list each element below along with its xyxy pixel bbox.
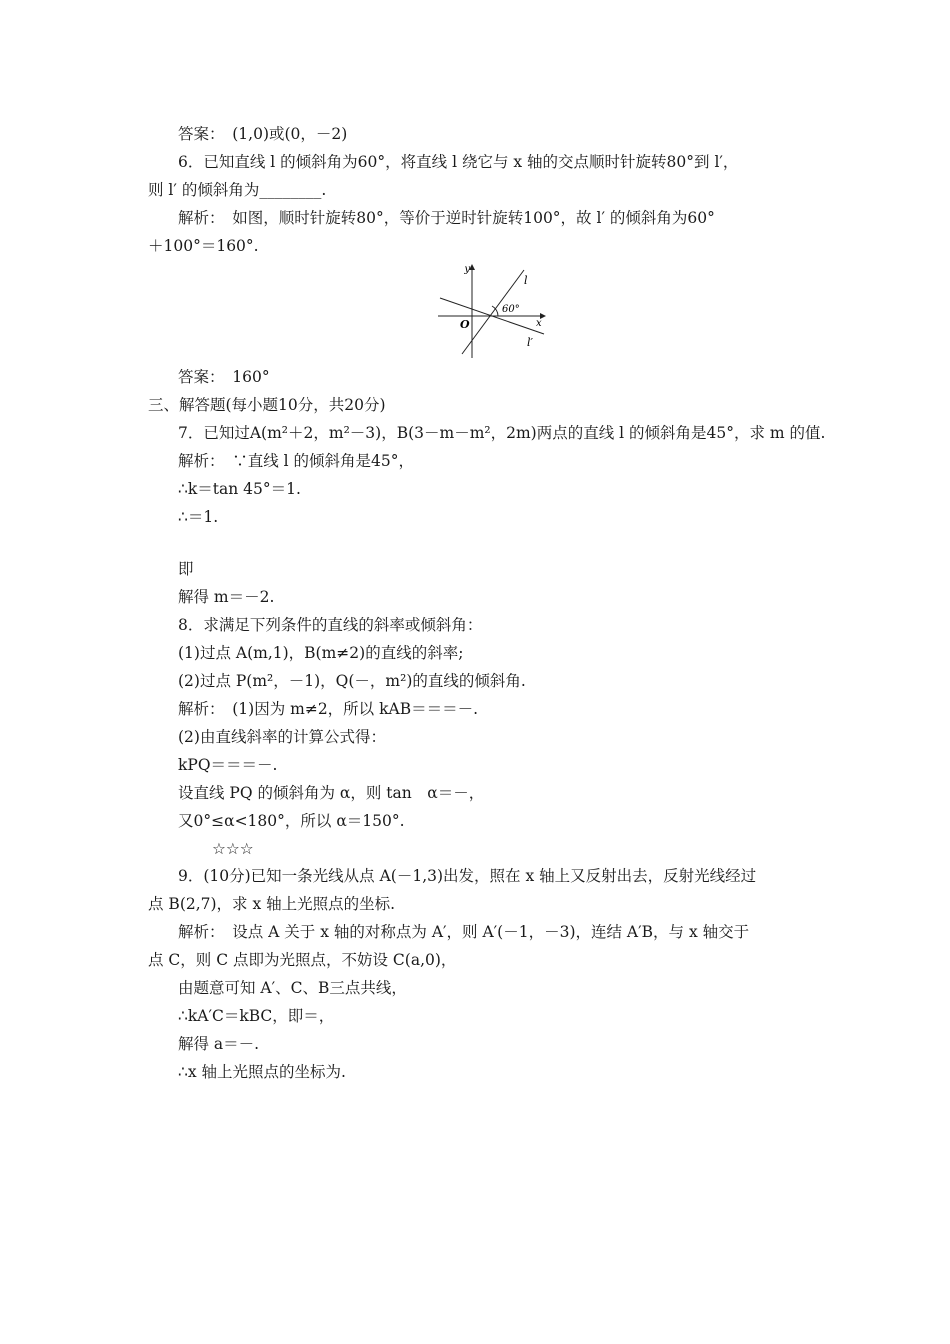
- angle-label: 60°: [502, 304, 520, 315]
- solution-8-line-5: 又0°≤α<180°，所以 α＝150°.: [178, 812, 405, 830]
- question-9-line-2: 点 B(2,7)，求 x 轴上光照点的坐标.: [148, 895, 396, 913]
- question-9-line-1: 9．(10分)已知一条光线从点 A(－1,3)出发，照在 x 轴上又反射出去，反射光线经过: [178, 867, 757, 885]
- solution-8-line-2: (2)由直线斜率的计算公式得：: [178, 728, 386, 746]
- line-l-label: l: [524, 274, 528, 287]
- origin-label: O: [460, 318, 470, 331]
- solution-9-line-5: 解得 a＝－.: [178, 1035, 260, 1053]
- question-6-line-2: 则 l′ 的倾斜角为________.: [148, 181, 327, 199]
- solution-7-line-3: ∴＝1.: [178, 508, 219, 526]
- answer-6: 答案： 160°: [178, 368, 270, 386]
- solution-8-line-3: kPQ＝＝＝－.: [178, 756, 278, 774]
- solution-8-line-4: 设直线 PQ 的倾斜角为 α，则 tan α＝－，: [178, 784, 485, 802]
- solution-9-line-3: 由题意可知 A′、C、B三点共线，: [178, 979, 407, 997]
- solution-8-line-1: 解析： (1)因为 m≠2，所以 kAB＝＝＝－.: [178, 700, 479, 718]
- solution-7-line-5: 解得 m＝－2.: [178, 588, 275, 606]
- solution-6-line-1: 解析： 如图，顺时针旋转80°，等价于逆时针旋转100°，故 l′ 的倾斜角为60°: [178, 209, 715, 227]
- solution-9-line-4: ∴kA′C＝kBC，即＝，: [178, 1007, 335, 1025]
- section-heading-3: 三、解答题(每小题10分，共20分): [148, 396, 386, 414]
- angle-arc: [492, 306, 498, 316]
- x-axis-label: x: [536, 318, 542, 329]
- solution-9-line-6: ∴x 轴上光照点的坐标为.: [178, 1063, 346, 1081]
- solution-7-line-1: 解析： ∵直线 l 的倾斜角是45°，: [178, 452, 415, 470]
- answer-5: 答案： (1,0)或(0，－2): [178, 125, 348, 143]
- rotation-figure: [432, 262, 552, 362]
- question-8-part-1: (1)过点 A(m,1)，B(m≠2)的直线的斜率;: [178, 644, 464, 662]
- question-8: 8．求满足下列条件的直线的斜率或倾斜角：: [178, 616, 483, 634]
- y-axis-label: y: [464, 264, 470, 275]
- star-divider: ☆☆☆: [212, 840, 254, 858]
- solution-9-line-1: 解析： 设点 A 关于 x 轴的对称点为 A′，则 A′(－1，－3)，连结 A′B，与 x 轴交于: [178, 923, 750, 941]
- line-l-prime-label: l′: [527, 336, 534, 349]
- solution-9-line-2: 点 C，则 C 点即为光照点，不妨设 C(a,0)，: [148, 951, 457, 969]
- question-6-line-1: 6．已知直线 l 的倾斜角为60°，将直线 l 绕它与 x 轴的交点顺时针旋转80°到 l′，: [178, 153, 739, 171]
- question-7: 7．已知过A(m²＋2，m²－3)，B(3－m－m²，2m)两点的直线 l 的倾斜角是45°，求 m 的值.: [178, 424, 826, 442]
- solution-6-line-2: ＋100°＝160°.: [148, 237, 259, 255]
- question-8-part-2: (2)过点 P(m²，－1)，Q(－，m²)的直线的倾斜角.: [178, 672, 526, 690]
- solution-7-line-2: ∴k＝tan 45°＝1.: [178, 480, 301, 498]
- solution-7-line-4: 即: [178, 560, 194, 578]
